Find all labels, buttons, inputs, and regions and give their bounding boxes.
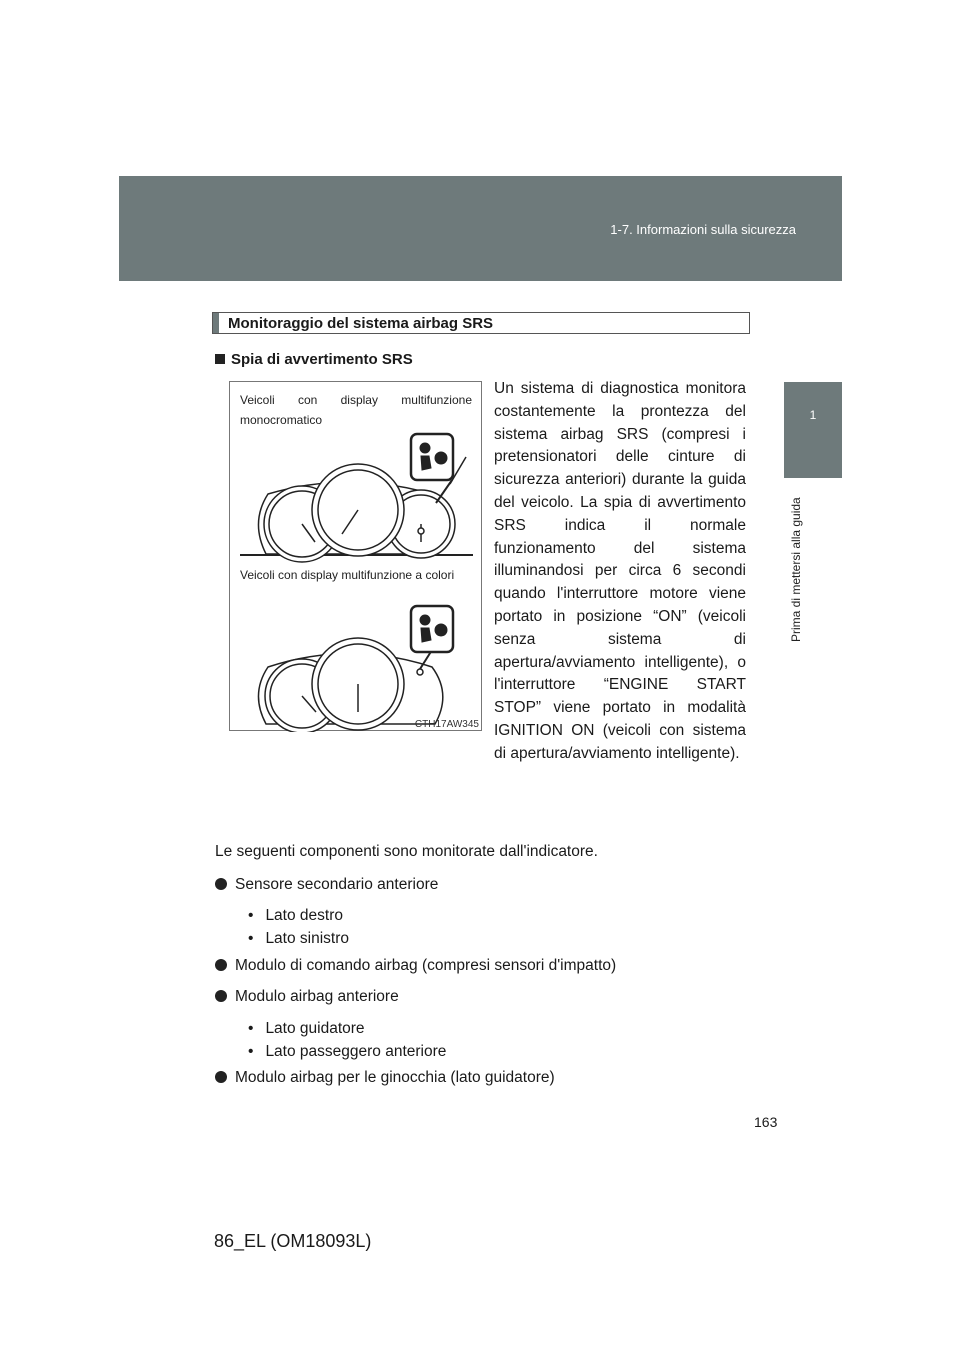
list-subitem: • Lato destro (248, 907, 343, 925)
list-subitem: • Lato guidatore (248, 1020, 365, 1038)
chapter-tab (784, 382, 842, 478)
components-intro: Le seguenti componenti sono monitorate dall'indicatore. (215, 843, 598, 860)
bullet-dot-icon (215, 990, 227, 1002)
chapter-number: 1 (809, 408, 817, 422)
document-code: 86_EL (OM18093L) (214, 1231, 372, 1251)
list-item: Sensore secondario anteriore (215, 876, 438, 894)
subsection-heading (215, 351, 413, 368)
bullet-dot-icon (215, 878, 227, 890)
figure-label-monochrome: Veicoli con display multifunzione monocromatico (240, 393, 472, 427)
instrument-cluster-illustration (230, 382, 483, 732)
figure-code: CTH17AW345 (414, 719, 479, 730)
page-number: 163 (754, 1114, 778, 1130)
header-band (119, 176, 842, 281)
chapter-title-vertical (784, 492, 810, 642)
header-section-title: 1-7. Informazioni sulla sicurezza (610, 222, 796, 237)
list-subitem: • Lato sinistro (248, 930, 349, 948)
square-bullet-icon (215, 354, 225, 364)
list-item: Modulo airbag anteriore (215, 988, 399, 1006)
instrument-cluster-figure (229, 381, 482, 731)
airbag-warning-icon-color (411, 606, 453, 669)
list-subitem: • Lato passeggero anteriore (248, 1043, 446, 1061)
bullet-dot-icon (215, 959, 227, 971)
body-paragraph: Un sistema di diagnostica monitora costantemente la prontezza del sistema airbag SRS (compresi i pretensionatori delle cinture di sicurezza anteriori) durante la guida del veicolo. La spia di avvertimento SRS indica il normale funzionamento del sistema illuminandosi per circa 6 secondi quando l'interruttore motore viene portato in posizione “ON” (veicoli senza sistema di apertura/avviamento intelligente), o l'interruttore “ENGINE START STOP” viene portato in modalità IGNITION ON (veicoli con sistema di apertura/avviamento intelligente). (494, 380, 746, 762)
chapter-title: Prima di mettersi alla guida (789, 497, 803, 642)
list-item: Modulo di comando airbag (compresi sensori d'impatto) (215, 957, 616, 975)
figure-label-color: Veicoli con display multifunzione a colori (240, 568, 455, 582)
bullet-dot-icon (215, 1071, 227, 1083)
section-title: Monitoraggio del sistema airbag SRS (228, 314, 494, 332)
subsection-title: Spia di avvertimento SRS (231, 351, 413, 368)
section-heading (212, 312, 750, 334)
list-item: Modulo airbag per le ginocchia (lato guidatore) (215, 1069, 555, 1087)
